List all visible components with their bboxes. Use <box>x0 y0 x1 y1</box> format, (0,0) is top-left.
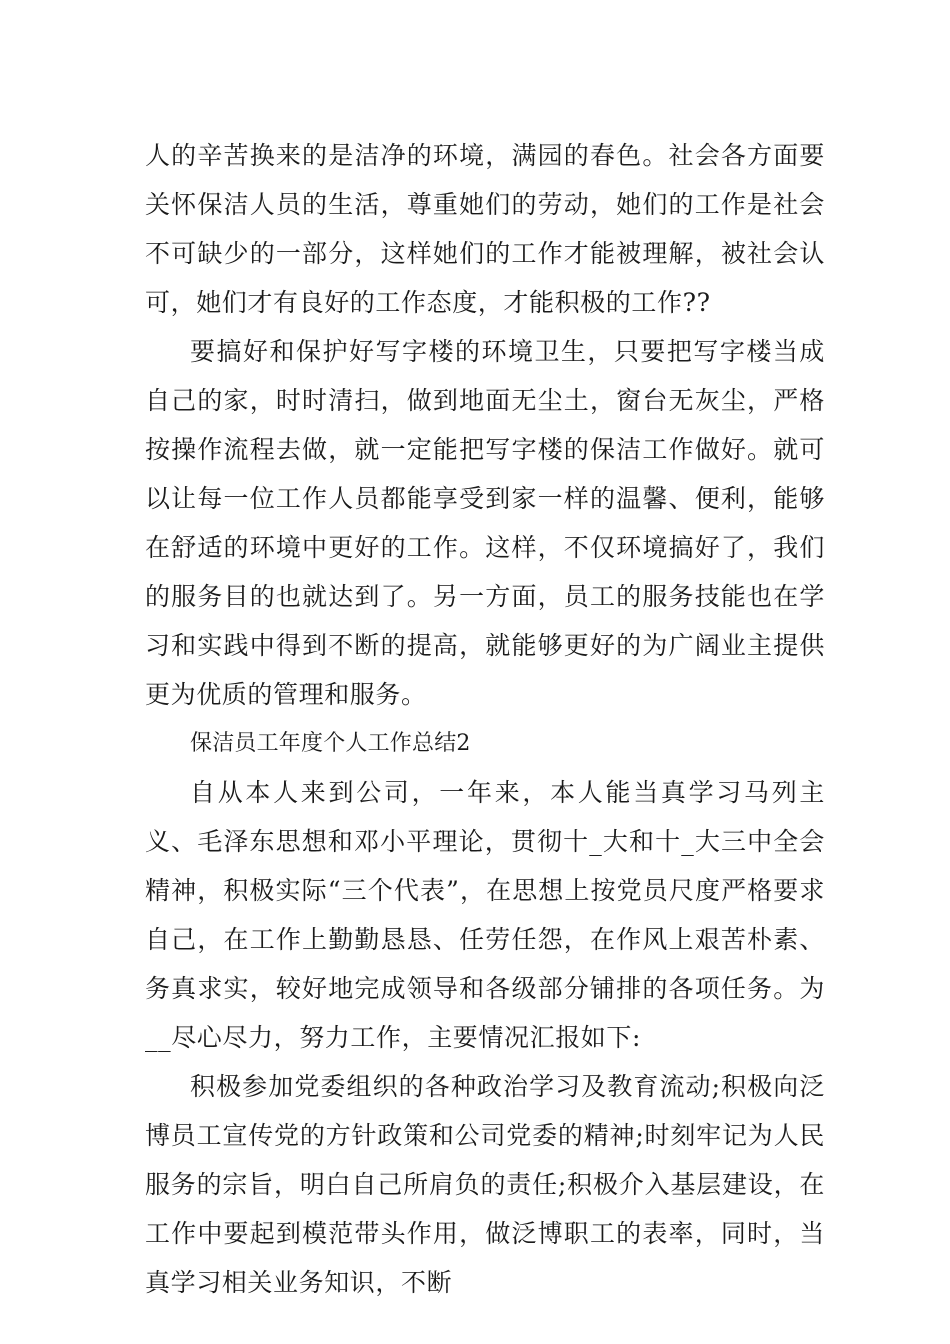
paragraph-office-cleaning: 要搞好和保护好写字楼的环境卫生，只要把写字楼当成自己的家，时时清扫，做到地面无尘土，窗台无灰尘，严格按操作流程去做，就一定能把写字楼的保洁工作做好。就可以让每一位工作人员都能享受到家一样的温馨、便利，能够在舒适的环境中更好的工作。这样，不仅环境搞好了，我们的服务目的也就达到了。另一方面，员工的服务技能也在学习和实践中得到不断的提高，就能够更好的为广阔业主提供更为优质的管理和服务。 <box>145 337 825 709</box>
paragraph-political-study: 积极参加党委组织的各种政治学习及教育流动;积极向泛博员工宣传党的方针政策和公司党委的精神;时刻牢记为人民服务的宗旨，明白自己所肩负的责任;积极介入基层建设，在工作中要起到模范带头作用，做泛博职工的表率，同时，当真学习相关业务知识，不断 <box>145 1072 825 1297</box>
section-title: 保洁员工年度个人工作总结2 <box>190 731 471 756</box>
paragraph-continuation: 人的辛苦换来的是洁净的环境，满园的春色。社会各方面要关怀保洁人员的生活，尊重她们的劳动，她们的工作是社会不可缺少的一部分，这样她们的工作才能被理解，被社会认可，她们才有良好的工作态度，才能积极的工作?? <box>145 141 825 317</box>
paragraph-intro: 自从本人来到公司，一年来，本人能当真学习马列主义、毛泽东思想和邓小平理论，贯彻十_大和十_大三中全会精神，积极实际“三个代表”，在思想上按党员尺度严格要求自己，在工作上勤勤恳恳、任劳任怨，在作风上艰苦朴素、务真求实，较好地完成领导和各级部分铺排的各项任务。为__尽心尽力，努力工作，主要情况汇报如下: <box>145 778 825 1052</box>
document-body <box>145 131 825 1307</box>
